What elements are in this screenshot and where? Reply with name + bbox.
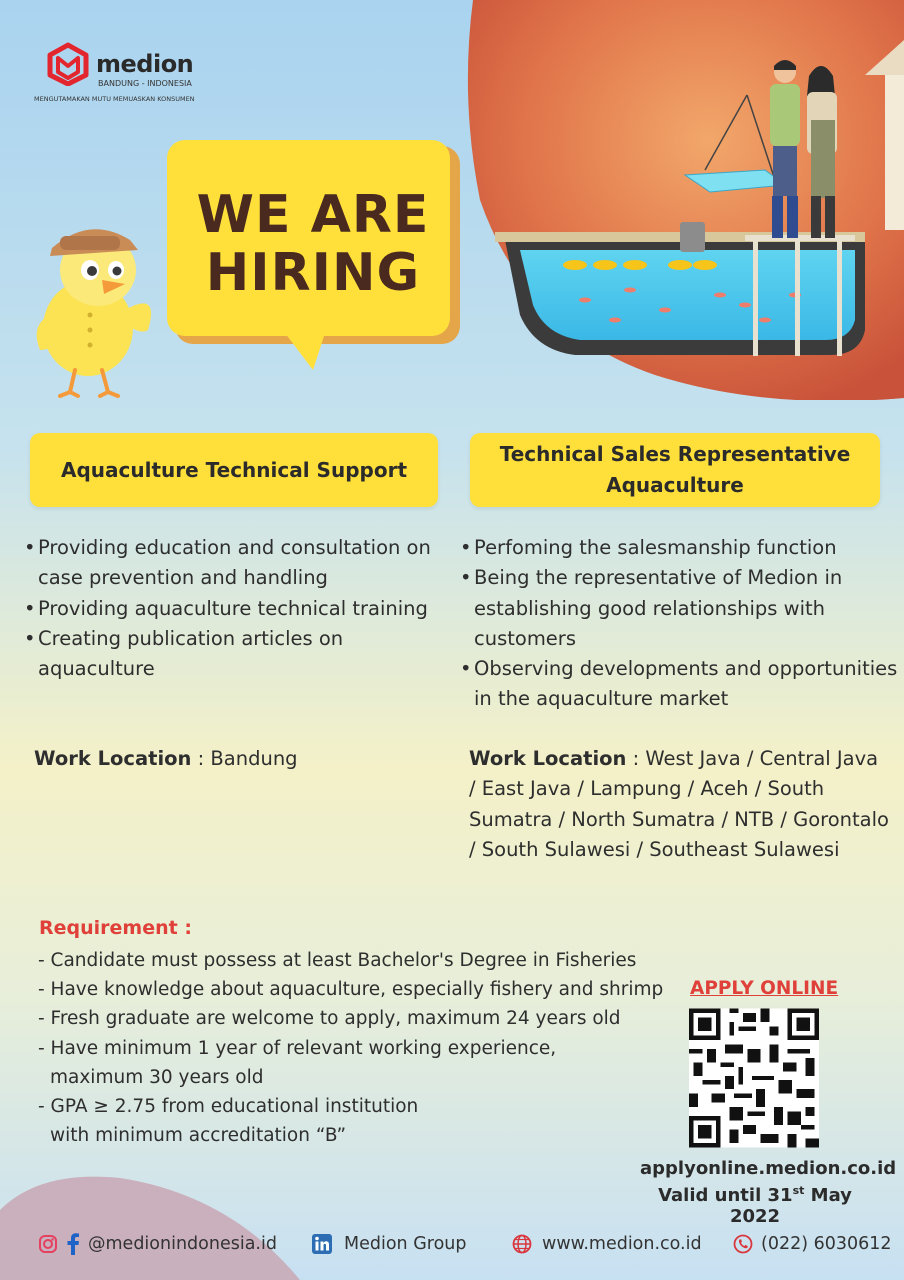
chick-mascot-illustration [30, 210, 160, 400]
instagram-icon [38, 1234, 58, 1254]
valid-until [640, 1184, 870, 1227]
valid-until-date: May 2022 [729, 1185, 852, 1227]
duty-item: • Creating publication articles on aquaculture [24, 624, 444, 685]
requirement-title: Requirement : [39, 917, 192, 939]
headline-line-1: WE ARE [196, 185, 430, 245]
duty-item: • Observing developments and opportunities in the aquaculture market [460, 654, 900, 715]
valid-until-ordinal: st [792, 1184, 805, 1197]
work-location-value: West Java / Central Java / East Java / Lampung / Aceh / South Sumatra / North Sumatra / NTB / Gorontalo / South Sulawesi / Southeast Sulawesi [469, 747, 889, 861]
brand-tagline: MENGUTAMAKAN MUTU MEMUASKAN KONSUMEN [34, 95, 195, 103]
requirement-item: - Candidate must possess at least Bachelor's Degree in Fisheries [38, 950, 637, 971]
medion-logo-icon [46, 42, 90, 86]
requirement-item: - Fresh graduate are welcome to apply, maximum 24 years old [38, 1008, 621, 1030]
work-location-value: Bandung [210, 747, 298, 770]
footer-phone[interactable] [733, 1227, 892, 1261]
phone-icon [733, 1234, 753, 1254]
brand-name: medion [96, 50, 194, 78]
footer [0, 1227, 904, 1261]
job-title-text: Technical Sales Representative [499, 442, 851, 466]
work-location-technical-support: Work Location : Bandung [34, 747, 298, 770]
duty-item: • Providing education and consultation on case prevention and handling [24, 533, 444, 594]
job-title-technical-sales [470, 433, 880, 507]
footer-linkedin[interactable] [312, 1227, 466, 1261]
job-duties-technical-support [24, 533, 444, 684]
brand-city: BANDUNG - INDONESIA [98, 79, 192, 88]
duty-item: • Perfoming the salesmanship function [460, 533, 900, 563]
work-location-technical-sales: Work Location : West Java / Central Java / East Java / Lampung / Aceh / South Sumatra / North Sumatra / NTB / Gorontalo / South Sulawesi / Southeast Sulawesi [469, 747, 889, 861]
duty-item: • Being the representative of Medion in establishing good relationships with customers [460, 563, 900, 654]
job-title-text: Aquaculture [606, 473, 744, 497]
linkedin-icon [312, 1234, 332, 1254]
globe-icon [512, 1234, 532, 1254]
facebook-icon [66, 1233, 80, 1255]
requirement-item: - GPA ≥ 2.75 from educational institution with minimum accreditation “B” [38, 1096, 419, 1147]
apply-url[interactable]: applyonline.medion.co.id [640, 1158, 897, 1179]
corner-decoration [0, 1170, 300, 1280]
job-title-text: Aquaculture Technical Support [60, 457, 407, 482]
work-location-label: Work Location [469, 747, 627, 770]
apply-online-link[interactable]: APPLY ONLINE [690, 978, 839, 999]
job-duties-technical-sales [460, 533, 900, 715]
headline [170, 186, 456, 302]
requirement-item: - Have minimum 1 year of relevant working experience, maximum 30 years old [38, 1037, 557, 1088]
aquaculture-pond-illustration [465, 0, 904, 400]
valid-until-text: Valid until 31 [658, 1185, 793, 1206]
work-location-label: Work Location [34, 747, 192, 770]
footer-social[interactable] [38, 1227, 277, 1261]
linkedin-name: Medion Group [344, 1234, 467, 1254]
footer-website[interactable] [512, 1227, 702, 1261]
qr-code-icon[interactable] [689, 1008, 819, 1148]
duty-item: • Providing aquaculture technical training [24, 594, 444, 624]
job-title-technical-support [30, 433, 438, 507]
social-handle: @medionindonesia.id [88, 1234, 277, 1254]
requirement-list [38, 946, 678, 1150]
website-url: www.medion.co.id [542, 1234, 702, 1254]
headline-line-2: HIRING [205, 243, 421, 303]
requirement-item: - Have knowledge about aquaculture, especially fishery and shrimp [38, 979, 664, 1001]
phone-number: (022) 6030612 [761, 1234, 892, 1254]
